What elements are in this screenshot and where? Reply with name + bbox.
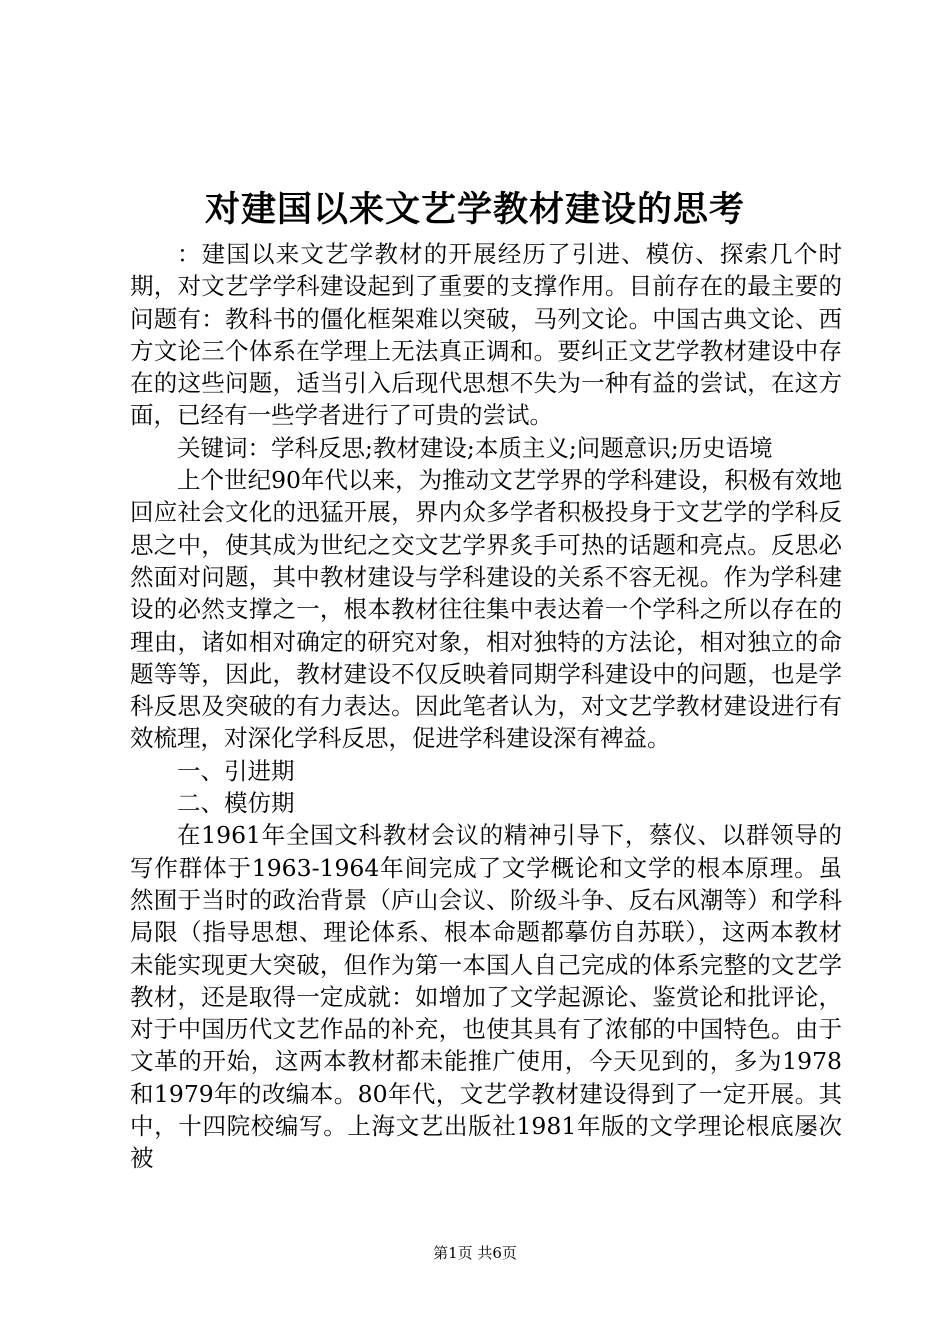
- body-paragraph: 在1961年全国文科教材会议的精神引导下，蔡仪、以群领导的写作群体于1963-1964年间完成了文学概论和文学的根本原理。虽然囿于当时的政治背景（庐山会议、阶级斗争、反右风潮等）和学科局限（指导思想、理论体系、根本命题都摹仿自苏联），这两本教材未能实现更大突破，但作为第一本国人自己完成的体系完整的文艺学教材，还是取得一定成就：如增加了文学起源论、鉴赏论和批评论，对于中国历代文艺作品的补充，也使其具有了浓郁的中国特色。由于文革的开始，这两本教材都未能推广使用，今天见到的，多为1978和1979年的改编本。80年代，文艺学教材建设得到了一定开展。其中，十四院校编写。上海文艺出版社1981年版的文学理论根底屡次被: [130, 821, 842, 1173]
- section-heading-1: 一、引进期: [177, 756, 295, 785]
- page-footer: 第1页 共6页: [433, 1244, 517, 1262]
- section-heading-2: 二、模仿期: [177, 789, 295, 818]
- document-title: 对建国以来文艺学教材建设的思考: [204, 189, 745, 230]
- abstract-paragraph: ：建国以来文艺学教材的开展经历了引进、模仿、探索几个时期，对文艺学学科建设起到了重要的支撑作用。目前存在的最主要的问题有：教科书的僵化框架难以突破，马列文论。中国古典文论、西方文论三个体系在学理上无法真正调和。要纠正文艺学教材建设中存在的这些问题，适当引入后现代思想不失为一种有益的尝试，在这方面，已经有一些学者进行了可贵的尝试。: [130, 240, 842, 430]
- document-body: [130, 238, 842, 1175]
- intro-paragraph: 上个世纪90年代以来，为推动文艺学界的学科建设，积极有效地回应社会文化的迅猛开展，界内众多学者积极投身于文艺学的学科反思之中，使其成为世纪之交文艺学界炙手可热的话题和亮点。反思必然面对问题，其中教材建设与学科建设的关系不容无视。作为学科建设的必然支撑之一，根本教材往往集中表达着一个学科之所以存在的理由，诸如相对确定的研究对象，相对独特的方法论，相对独立的命题等等，因此，教材建设不仅反映着同期学科建设中的问题，也是学科反思及突破的有力表达。因此笔者认为，对文艺学教材建设进行有效梳理，对深化学科反思，促进学科建设深有裨益。: [130, 466, 842, 753]
- keywords-line: 关键词：学科反思;教材建设;本质主义;问题意识;历史语境: [177, 433, 773, 462]
